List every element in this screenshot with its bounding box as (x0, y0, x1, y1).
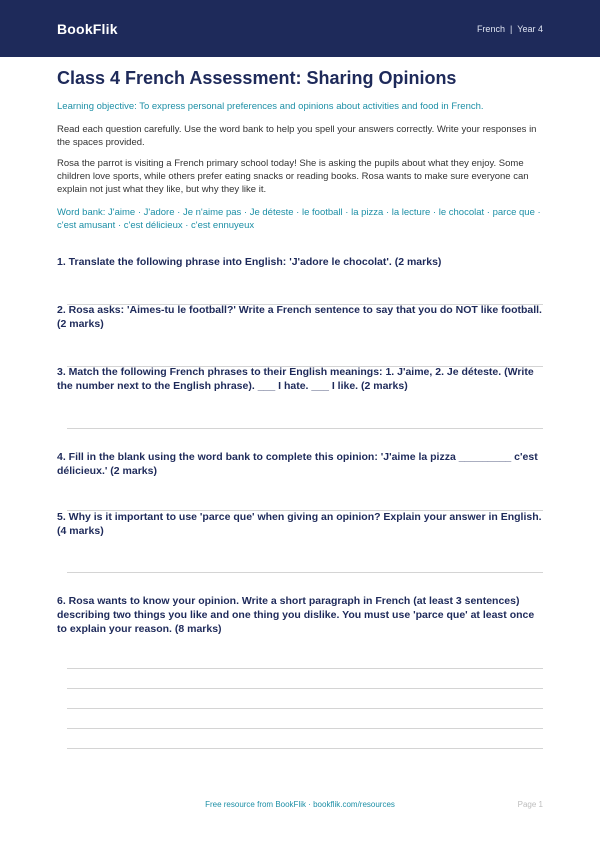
page-header (0, 0, 600, 57)
page-title: Class 4 French Assessment: Sharing Opinions (57, 68, 457, 88)
question-6: 6. Rosa wants to know your opinion. Write a short paragraph in French (at least 3 sentences) describing two things you like and one thing you dislike. You must use 'parce que' at least once to explain your reason. (8 marks) (57, 595, 535, 635)
answer-line-6a[interactable] (67, 668, 543, 669)
question-2: 2. Rosa asks: 'Aimes-tu le football?' Write a French sentence to say that you do NOT like football. (2 marks) (57, 304, 542, 330)
answer-line-6b[interactable] (67, 688, 543, 689)
learning-objective: Learning objective: To express personal preferences and opinions about activities and food in French. (57, 101, 484, 112)
answer-line-6d[interactable] (67, 728, 543, 729)
year-label: Year 4 (517, 23, 543, 34)
worksheet-body (57, 57, 543, 635)
answer-line-3[interactable] (67, 428, 543, 429)
story-text: Rosa the parrot is visiting a French primary school today! She is asking the pupils about what they enjoy. Some children love sports, while others prefer eating snacks or reading books. Rosa wants to make sure everyone can explain not just what they like, but why they like it. (57, 158, 529, 195)
answer-line-5[interactable] (67, 572, 543, 573)
question-4: 4. Fill in the blank using the word bank to complete this opinion: 'J'aime la pizza _________ c'est délicieux.' (2 marks) (57, 451, 538, 477)
question-3: 3. Match the following French phrases to their English meanings: 1. J'aime, 2. Je déteste. (Write the number next to the English phrase). ___ I hate. ___ I like. (2 marks) (57, 366, 534, 392)
separator: | (509, 23, 513, 34)
subject-label: French (476, 23, 505, 34)
question-5: 5. Why is it important to use 'parce que' when giving an opinion? Explain your answer in English. (4 marks) (57, 511, 542, 537)
brand-logo: BookFlik (57, 20, 118, 37)
word-bank: Word bank: J'aime · J'adore · Je n'aime pas · Je déteste · le football · la pizza · la lecture · le chocolat · parce que · c'est amusant · c'est délicieux · c'est ennuyeux (57, 207, 541, 231)
instructions-text: Read each question carefully. Use the word bank to help you spell your answers correctly. Write your responses in the spaces provided. (57, 124, 537, 148)
subject-year-label (477, 24, 543, 34)
answer-line-6e[interactable] (67, 748, 543, 749)
question-1: 1. Translate the following phrase into English: 'J'adore le chocolat'. (2 marks) (57, 256, 442, 268)
answer-line-6c[interactable] (67, 708, 543, 709)
footer-credit-link[interactable]: Free resource from BookFlik · bookflik.com/resources (205, 800, 395, 809)
page-number: Page 1 (517, 800, 543, 809)
